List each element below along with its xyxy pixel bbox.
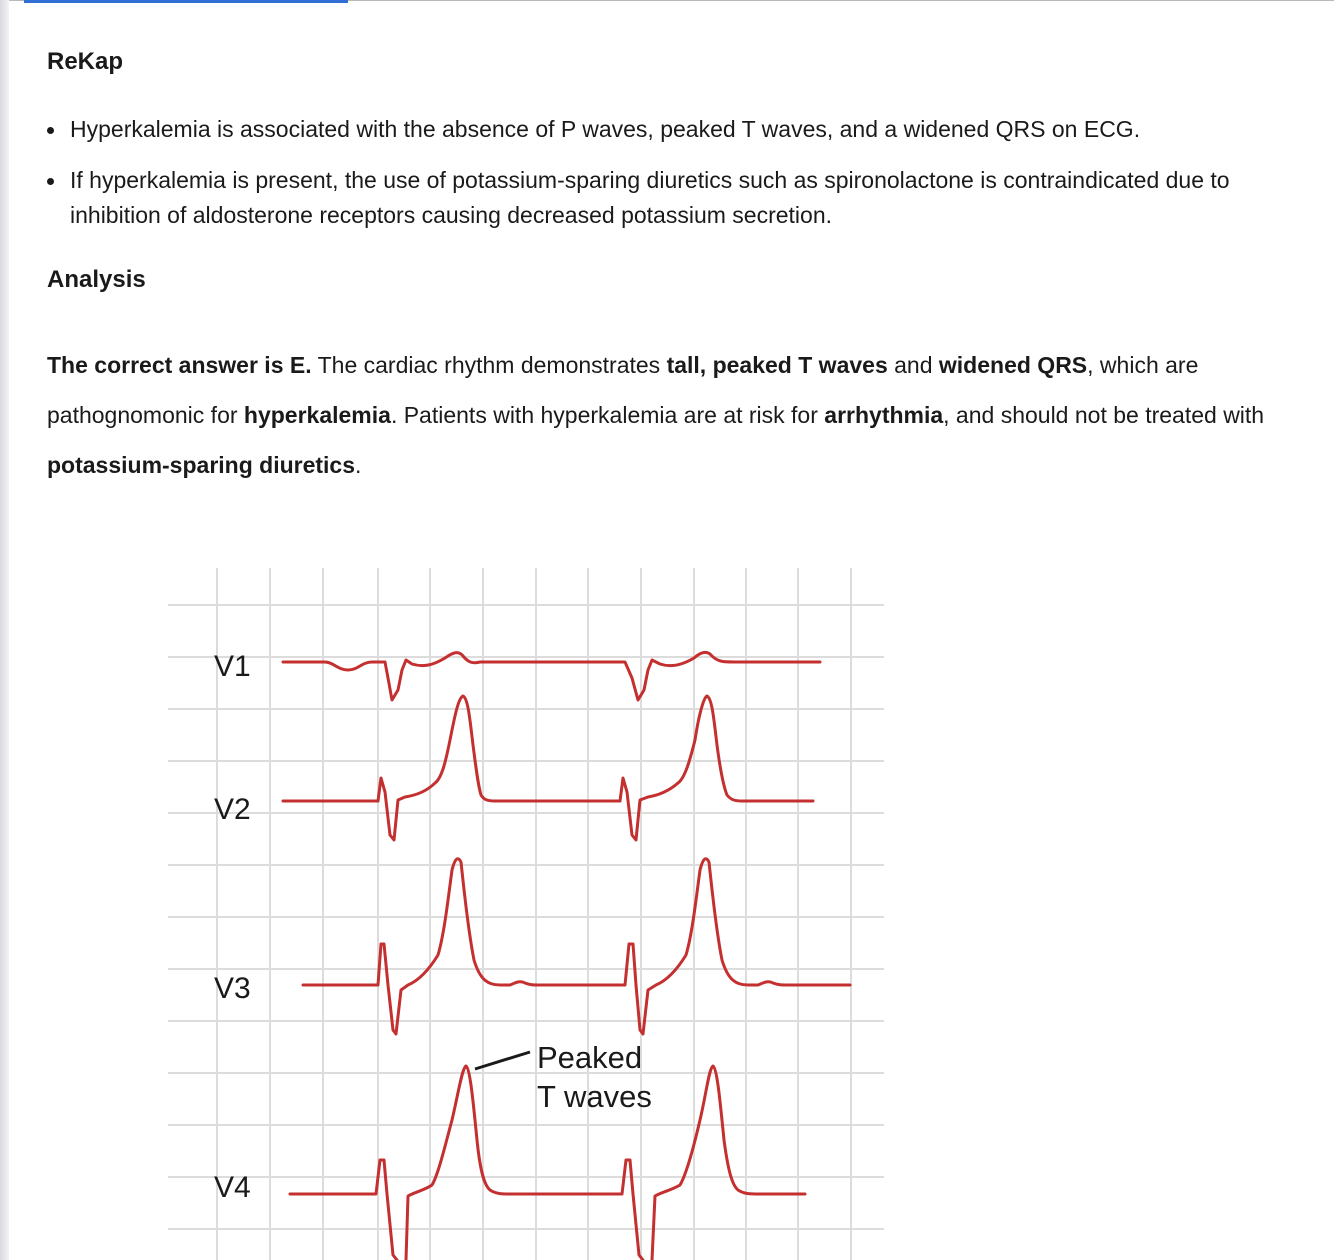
bold-term-arrhythmia: arrhythmia	[824, 402, 944, 428]
rekap-heading: ReKap	[47, 48, 124, 75]
analysis-heading: Analysis	[47, 266, 146, 293]
annotation-t-waves: T waves	[537, 1079, 652, 1114]
ecg-trace-v2	[283, 696, 813, 840]
rekap-bullet-2: If hyperkalemia is present, the use of potassium-sparing diuretics such as spironolactone is contraindicated due to inhibition of aldosterone receptors causing decreased potassium secretion.	[47, 163, 1312, 233]
ecg-traces	[283, 652, 850, 1260]
lead-label-v3: V3	[214, 972, 251, 1005]
bold-term-diuretics: potassium-sparing diuretics	[47, 452, 356, 478]
analysis-text-1: The cardiac rhythm demonstrates	[311, 352, 667, 378]
lead-label-v2: V2	[214, 793, 251, 826]
bold-term-widened-qrs: widened QRS	[938, 352, 1088, 378]
analysis-text-2: and	[887, 352, 939, 378]
lead-label-v1: V1	[214, 650, 251, 683]
bold-term-peaked-t: tall, peaked T waves	[666, 352, 888, 378]
lead-label-v4: V4	[214, 1171, 251, 1204]
correct-answer-label: The correct answer is E.	[47, 352, 312, 378]
ecg-trace-v3	[303, 859, 850, 1034]
bold-term-hyperkalemia: hyperkalemia	[243, 402, 391, 428]
rekap-bullet-1: Hyperkalemia is associated with the absence of P waves, peaked T waves, and a widened QRS on ECG.	[47, 112, 1312, 147]
ecg-trace-v1	[283, 652, 820, 700]
analysis-text-4: . Patients with hyperkalemia are at risk for	[390, 402, 825, 428]
analysis-text-3: , which are pathognomonic for	[47, 352, 1199, 428]
analysis-text-6: .	[355, 452, 362, 478]
ecg-grid	[168, 568, 884, 1260]
analysis-text-5: , and should not be treated with	[943, 402, 1265, 428]
annotation-peaked: Peaked	[537, 1040, 643, 1075]
